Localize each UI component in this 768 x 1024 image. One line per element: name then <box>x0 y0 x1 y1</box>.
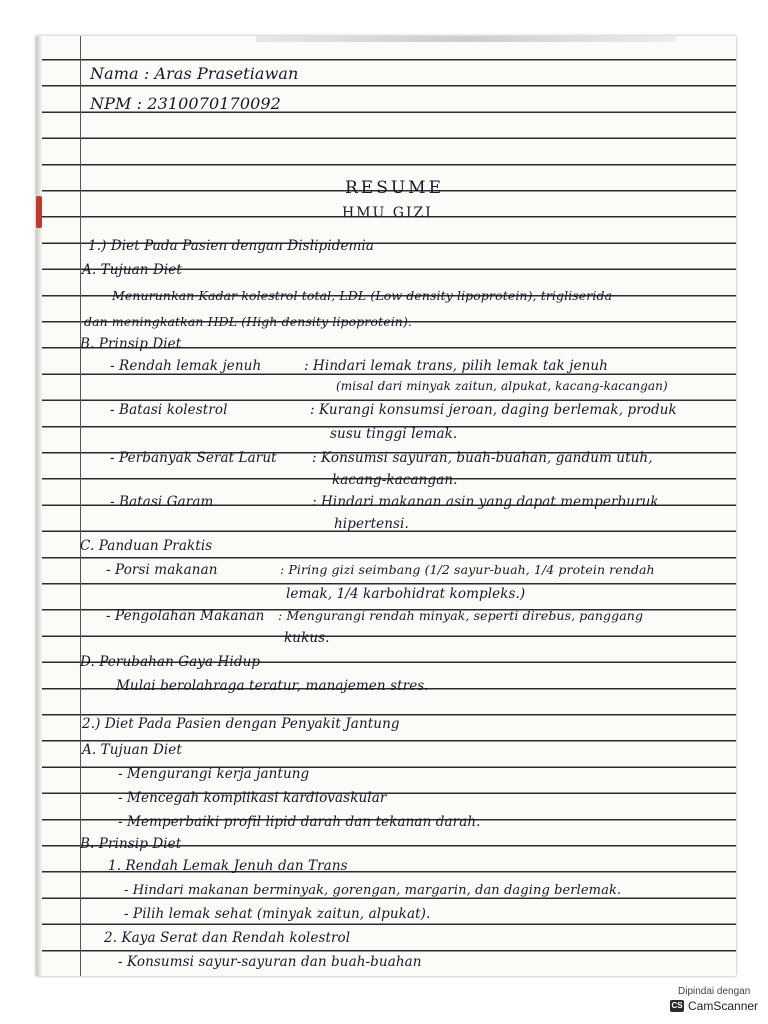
red-binding-mark <box>36 196 42 228</box>
section1-b1-label: - Rendah lemak jenuh <box>110 358 262 374</box>
section1-c1-line1: : Piring gizi seimbang (1/2 sayur-buah, 1/4 protein rendah <box>280 562 655 577</box>
page-top-shadow <box>256 36 676 42</box>
section1-c1-line2: lemak, 1/4 karbohidrat kompleks.) <box>286 586 526 602</box>
section1-c-heading: C. Panduan Praktis <box>80 538 213 554</box>
section1-heading: 1.) Diet Pada Pasien dengan Dislipidemia <box>88 238 375 254</box>
section1-b1-line2: (misal dari minyak zaitun, alpukat, kacang-kacangan) <box>336 379 668 393</box>
section2-b2-heading: 2. Kaya Serat dan Rendah kolestrol <box>104 930 351 946</box>
scanner-caption: Dipindai dengan <box>678 986 751 997</box>
section1-c2-line2: kukus. <box>284 630 330 646</box>
section1-b4-line1: : Hindari makanan asin yang dapat memperburuk <box>312 494 659 510</box>
section1-c1-label: - Porsi makanan <box>106 562 218 578</box>
section1-a-heading: A. Tujuan Diet <box>82 262 182 278</box>
section1-b3-line1: : Konsumsi sayuran, buah-buahan, gandum utuh, <box>312 450 653 466</box>
scanner-brand: CamScanner <box>688 999 759 1013</box>
section1-b2-line1: : Kurangi konsumsi jeroan, daging berlemak, produk <box>310 402 677 418</box>
section2-heading: 2.) Diet Pada Pasien dengan Penyakit Jantung <box>82 716 400 732</box>
section1-b3-label: - Perbanyak Serat Larut <box>110 450 277 466</box>
section2-a-item3: - Memperbaiki profil lipid darah dan tekanan darah. <box>118 814 481 830</box>
page-subtitle: HMU GIZI <box>342 205 433 221</box>
name-line: Nama : Aras Prasetiawan <box>90 64 299 83</box>
section1-d-line1: Mulai berolahraga teratur, manajemen stres. <box>116 678 429 694</box>
section1-b3-line2: kacang-kacangan. <box>332 472 458 488</box>
npm-line: NPM : 2310070170092 <box>90 94 281 113</box>
section2-a-heading: A. Tujuan Diet <box>82 742 182 758</box>
section2-b1-item2: - Pilih lemak sehat (minyak zaitun, alpukat). <box>124 906 431 922</box>
section1-d-heading: D. Perubahan Gaya Hidup <box>80 654 261 670</box>
section2-a-item1: - Mengurangi kerja jantung <box>118 766 310 782</box>
section1-b4-line2: hipertensi. <box>334 516 409 532</box>
camscanner-watermark <box>668 984 768 1020</box>
page-left-edge <box>36 36 42 976</box>
section1-c2-label: - Pengolahan Makanan <box>106 608 265 624</box>
section2-a-item2: - Mencegah komplikasi kardiovaskular <box>118 790 387 806</box>
section1-b4-label: - Batasi Garam <box>110 494 214 510</box>
section1-a-line2: dan meningkatkan HDL (High density lipoprotein). <box>84 314 412 329</box>
section1-a-line1: Menurunkan Kadar kolestrol total, LDL (Low density lipoprotein), trigliserida <box>112 288 613 303</box>
section2-b1-heading: 1. Rendah Lemak Jenuh dan Trans <box>108 858 348 874</box>
margin-line <box>80 36 81 976</box>
camscanner-logo-icon: CS <box>671 1001 683 1010</box>
section1-c2-line1: : Mengurangi rendah minyak, seperti direbus, panggang <box>278 608 644 623</box>
section1-b1-line1: : Hindari lemak trans, pilih lemak tak jenuh <box>304 358 608 374</box>
section1-b-heading: B. Prinsip Diet <box>80 336 182 352</box>
page-title: RESUME <box>345 178 444 198</box>
section1-b2-label: - Batasi kolestrol <box>110 402 228 418</box>
section2-b2-item1: - Konsumsi sayur-sayuran dan buah-buahan <box>118 954 422 970</box>
section2-b1-item1: - Hindari makanan berminyak, gorengan, margarin, dan daging berlemak. <box>124 883 622 898</box>
section2-b-heading: B. Prinsip Diet <box>80 836 182 852</box>
section1-b2-line2: susu tinggi lemak. <box>330 426 458 442</box>
